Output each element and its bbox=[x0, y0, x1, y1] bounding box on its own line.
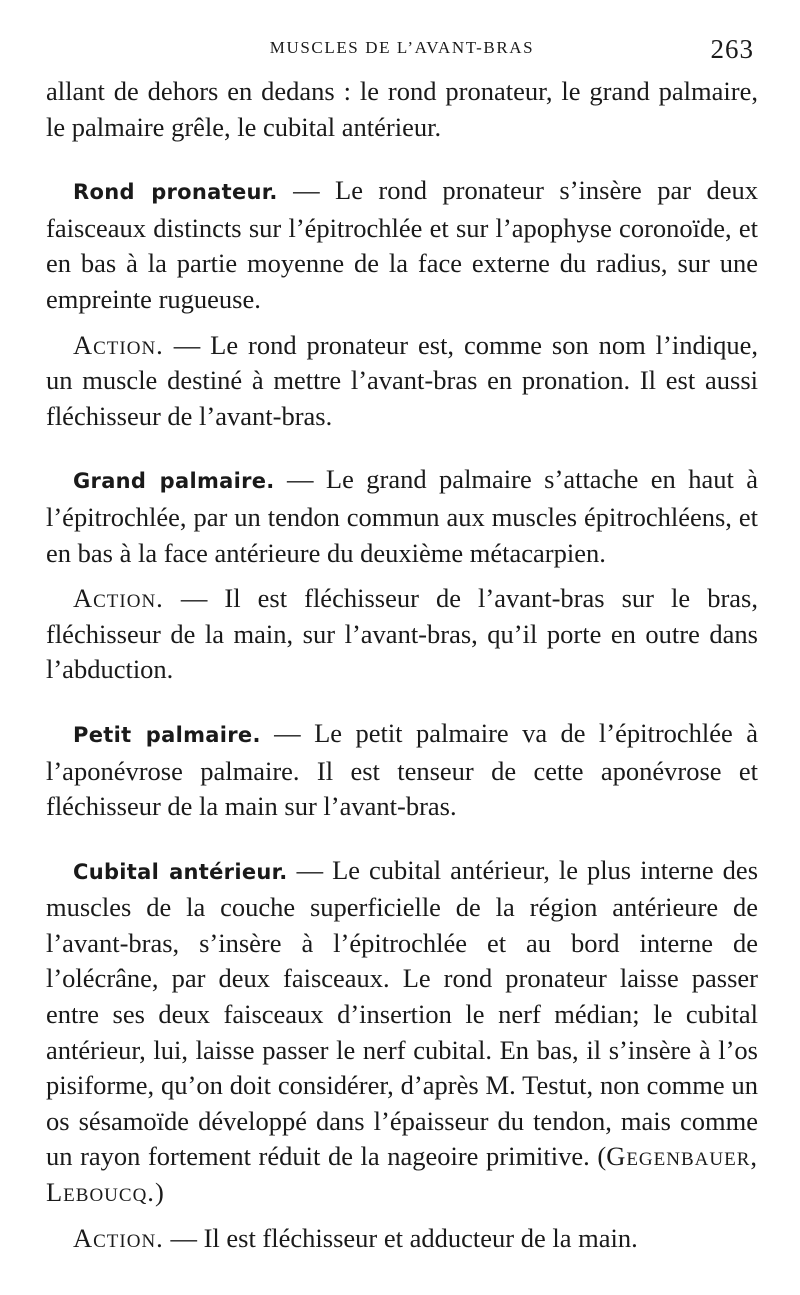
petit-palmaire-text: — Le petit palmaire va de l’épitrochlée à l’aponévrose palmaire. Il est tenseur de cette aponévrose et fléchisseur de la main sur l’avant-bras. bbox=[46, 717, 758, 822]
cubital-anterieur-closing: ) bbox=[154, 1177, 164, 1208]
grand-palmaire-heading: Grand palmaire. bbox=[73, 469, 275, 494]
cubital-anterieur-action-label: Action. bbox=[73, 1222, 164, 1253]
cubital-anterieur-paragraph bbox=[46, 853, 758, 1211]
rond-pronateur-heading: Rond pronateur. bbox=[73, 180, 278, 205]
petit-palmaire-heading: Petit palmaire. bbox=[73, 722, 261, 747]
cubital-anterieur-citation: Gegenbauer, Leboucq. bbox=[46, 1141, 758, 1208]
grand-palmaire-action-paragraph bbox=[46, 581, 758, 688]
petit-palmaire-paragraph bbox=[46, 716, 758, 825]
rond-pronateur-action-text: — Le rond pronateur est, comme son nom l’indique, un muscle destiné à mettre l’avant-bras en pronation. Il est aussi fléchisseur de l’avant-bras. bbox=[46, 329, 758, 431]
rond-pronateur-text: — Le rond pronateur s’insère par deux faisceaux distincts sur l’épitrochlée et sur l’apophyse coronoïde, et en bas à la partie moyenne de la face externe du radius, sur une empreinte rugueuse. bbox=[46, 175, 758, 314]
page bbox=[46, 34, 758, 1256]
grand-palmaire-text: — Le grand palmaire s’attache en haut à l’épitrochlée, par un tendon commun aux muscles épitrochléens, et en bas à la face antérieure du deuxième métacarpien. bbox=[46, 464, 758, 568]
intro-paragraph bbox=[46, 74, 758, 145]
page-number: 263 bbox=[710, 34, 754, 64]
grand-palmaire-action-label: Action. bbox=[73, 583, 164, 614]
grand-palmaire-action-text: — Il est fléchisseur de l’avant-bras sur le bras, fléchisseur de la main, sur l’avant-bras, qu’il porte en outre dans l’abduction. bbox=[46, 583, 758, 685]
cubital-anterieur-action-paragraph bbox=[46, 1221, 758, 1257]
running-title: MUSCLES DE L’AVANT-BRAS bbox=[269, 38, 535, 57]
intro-text: allant de dehors en dedans : le rond pronateur, le grand palmaire, le palmaire grêle, le cubital antérieur. bbox=[46, 76, 758, 142]
rond-pronateur-action-paragraph bbox=[46, 328, 758, 435]
rond-pronateur-paragraph bbox=[46, 173, 758, 317]
cubital-anterieur-action-text: — Il est fléchisseur et adducteur de la main. bbox=[163, 1222, 638, 1253]
grand-palmaire-paragraph bbox=[46, 462, 758, 571]
cubital-anterieur-text: — Le cubital antérieur, le plus interne des muscles de la couche superficielle de la région antérieure de l’avant-bras, s’insère à l’épitrochlée et au bord interne de l’olécrâne, par deux faisceaux. Le rond pronateur laisse passer entre ses deux faisceaux d’insertion le nerf médian; le cubital antérieur, lui, laisse passer le nerf cubital. En bas, il s’insère à l’os pisiforme, qu’on doit considérer, d’après M. Testut, non comme un os sésamoïde développé dans l’épaisseur du tendon, mais comme un rayon fortement réduit de la nageoire primitive. ( bbox=[46, 854, 759, 1172]
cubital-anterieur-heading: Cubital antérieur. bbox=[73, 859, 288, 884]
running-header bbox=[46, 34, 758, 74]
rond-pronateur-action-label: Action. bbox=[73, 329, 164, 360]
